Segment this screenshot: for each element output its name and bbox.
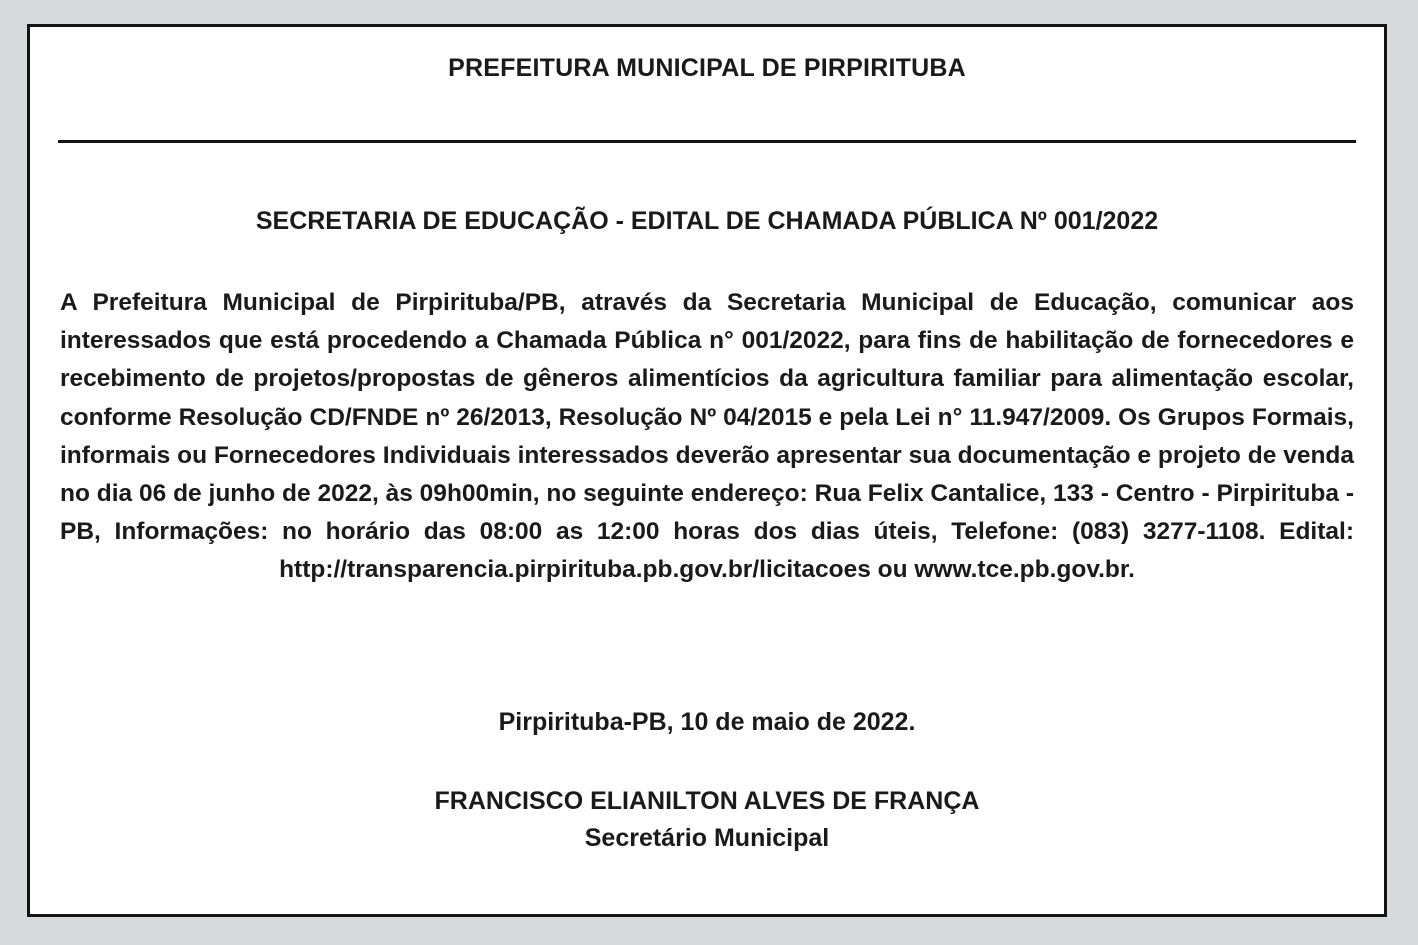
signer-role: Secretário Municipal bbox=[584, 824, 830, 852]
date-line: Pirpirituba-PB, 10 de maio de 2022. bbox=[498, 708, 916, 736]
signer-name: FRANCISCO ELIANILTON ALVES DE FRANÇA bbox=[434, 787, 980, 815]
notice-title: SECRETARIA DE EDUCAÇÃO - EDITAL DE CHAMADA PÚBLICA Nº 001/2022 bbox=[255, 207, 1159, 235]
organization-header: PREFEITURA MUNICIPAL DE PIRPIRITUBA bbox=[448, 54, 966, 82]
notice-body: A Prefeitura Municipal de Pirpirituba/PB, através da Secretaria Municipal de Educação, comunicar aos interessados que está procedendo a Chamada Pública n° 001/2022, para fins de habilitação de fornecedores e recebimento de projetos/propostas de gêneros alimentícios da agricultura familiar para alimentação escolar, conforme Resolução CD/FNDE nº 26/2013, Resolução Nº 04/2015 e pela Lei n° 11.947/2009. Os Grupos Formais, informais ou Fornecedores Individuais interessados deverão apresentar sua documentação e projeto de venda no dia 06 de junho de 2022, às 09h00min, no seguinte endereço: Rua Felix Cantalice, 133 - Centro - Pirpirituba - PB, Informações: no horário das 08:00 as 12:00 horas dos dias úteis, Telefone: (083) 3277-1108. Edital: http://transparencia.pirpirituba.pb.gov.br/licitacoes ou www.tce.pb.gov.br. bbox=[60, 289, 1354, 584]
notice-box bbox=[27, 24, 1387, 917]
header-divider bbox=[58, 140, 1356, 143]
